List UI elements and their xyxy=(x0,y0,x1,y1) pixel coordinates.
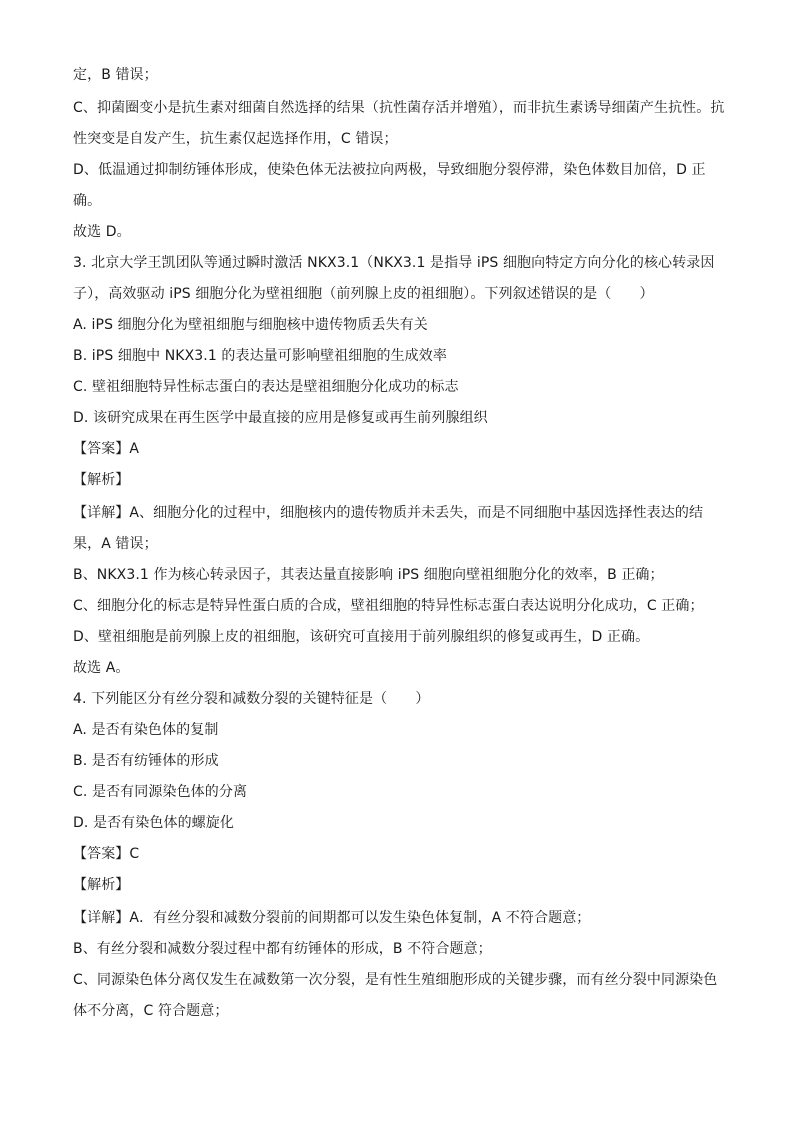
option-c: C. 是否有同源染色体的分离 xyxy=(73,784,248,800)
analysis-label: 【解析】 xyxy=(73,472,130,488)
explanation-line: 【详解】A．有丝分裂和减数分裂前的间期都可以发生染色体复制，A 不符合题意； xyxy=(73,910,591,926)
analysis-label: 【解析】 xyxy=(73,877,130,893)
explanation-line: C、同源染色体分离仅发生在减数第一次分裂，是有性生殖细胞形成的关键步骤，而有丝分裂中同源染色 xyxy=(73,972,718,988)
explanation-line: 【详解】A、细胞分化的过程中，细胞核内的遗传物质并未丢失，而是不同细胞中基因选择性表达的结 xyxy=(73,505,704,521)
option-b: B. iPS 细胞中 NKX3.1 的表达量可影响壁祖细胞的生成效率 xyxy=(73,348,447,364)
answer-label: 【答案】C xyxy=(73,846,140,862)
question-3-stem: 子），高效驱动 iPS 细胞分化为壁祖细胞（前列腺上皮的祖细胞）。下列叙述错误的是（ ） xyxy=(73,286,654,302)
answer-label: 【答案】A xyxy=(73,441,140,457)
text-line: 定，B 错误； xyxy=(73,67,158,83)
option-d: D. 是否有染色体的螺旋化 xyxy=(73,815,234,831)
text-line: D、低温通过抑制纺锤体形成，使染色体无法被拉向两极，导致细胞分裂停滞，染色体数目加倍，D 正 xyxy=(73,162,706,178)
text-line: 性突变是自发产生，抗生素仅起选择作用，C 错误； xyxy=(73,131,398,147)
text-line: C、抑菌圈变小是抗生素对细菌自然选择的结果（抗性菌存活并增殖），而非抗生素诱导细菌产生抗性。抗 xyxy=(73,100,725,116)
option-a: A. 是否有染色体的复制 xyxy=(73,722,219,738)
text-line: 故选 D。 xyxy=(73,224,131,240)
explanation-line: 果，A 错误； xyxy=(73,536,158,552)
option-c: C. 壁祖细胞特异性标志蛋白的表达是壁祖细胞分化成功的标志 xyxy=(73,379,459,395)
option-a: A. iPS 细胞分化为壁祖细胞与细胞核中遗传物质丢失有关 xyxy=(73,317,428,333)
explanation-line: B、有丝分裂和减数分裂过程中都有纺锤体的形成，B 不符合题意； xyxy=(73,941,492,957)
question-4-stem: 4. 下列能区分有丝分裂和减数分裂的关键特征是（ ） xyxy=(73,691,430,707)
option-d: D. 该研究成果在再生医学中最直接的应用是修复或再生前列腺组织 xyxy=(73,410,488,426)
question-3-stem: 3. 北京大学王凯团队等通过瞬时激活 NKX3.1（NKX3.1 是指导 iPS 细胞向特定方向分化的核心转录因 xyxy=(73,255,715,271)
explanation-line: C、细胞分化的标志是特异性蛋白质的合成，壁祖细胞的特异性标志蛋白表达说明分化成功，C 正确； xyxy=(73,598,704,614)
text-line: 故选 A。 xyxy=(73,660,130,676)
explanation-line: B、NKX3.1 作为核心转录因子，其表达量直接影响 iPS 细胞向壁祖细胞分化的效率，B 正确； xyxy=(73,567,664,583)
text-line: 确。 xyxy=(73,193,102,209)
explanation-line: D、壁祖细胞是前列腺上皮的祖细胞，该研究可直接用于前列腺组织的修复或再生，D 正确。 xyxy=(73,629,650,645)
explanation-line: 体不分离，C 符合题意； xyxy=(73,1003,229,1019)
option-b: B. 是否有纺锤体的形成 xyxy=(73,753,219,769)
